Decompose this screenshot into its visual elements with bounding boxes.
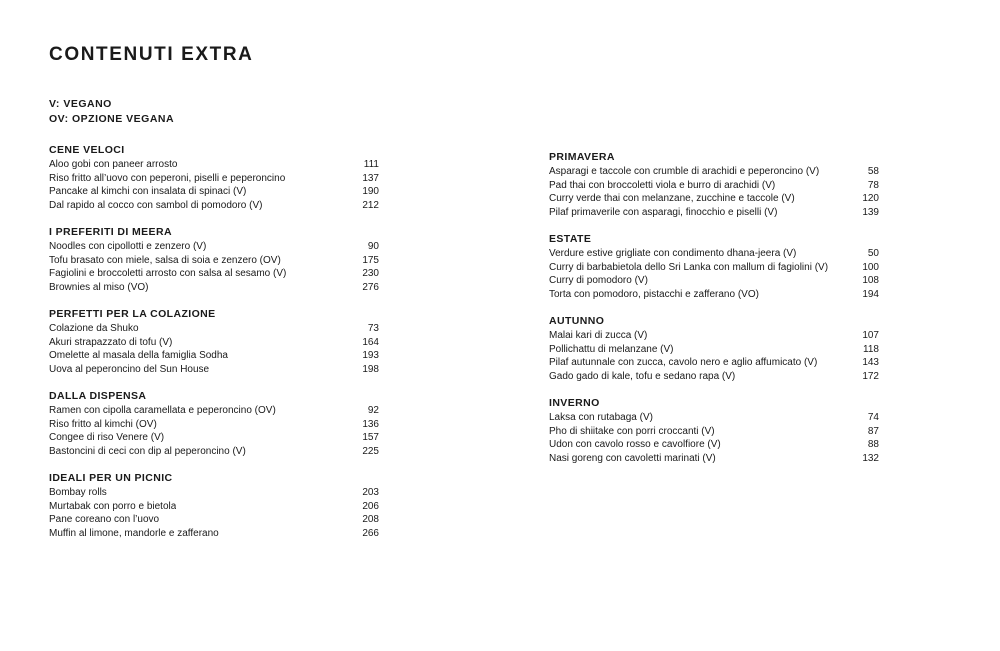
- right-column: [549, 150, 879, 478]
- recipe-name: Fagiolini e broccoletti arrosto con salsa al sesamo (V): [49, 268, 287, 279]
- page-number: 194: [862, 288, 879, 300]
- section-ideali-per-un-picnic: [49, 471, 379, 540]
- recipe-name: Congee di riso Venere (V): [49, 432, 165, 443]
- recipe-entry: [549, 411, 879, 425]
- recipe-name: Riso fritto al kimchi (OV): [49, 418, 157, 430]
- recipe-name: Ramen con cipolla caramellata e peperoncino (OV): [49, 405, 276, 416]
- recipe-entry: [49, 486, 379, 500]
- section-dalla-dispensa: [49, 389, 379, 458]
- page-number: 266: [362, 527, 379, 539]
- recipe-name: Laksa con rutabaga (V): [549, 412, 653, 423]
- recipe-entry: [49, 322, 379, 336]
- page-number: 90: [367, 241, 379, 252]
- page-number: 78: [867, 179, 879, 191]
- page-number: 120: [862, 193, 879, 204]
- legend: [49, 97, 174, 127]
- page-number: 88: [867, 439, 879, 450]
- recipe-name: Curry verde thai con melanzane, zucchine e taccole (V): [549, 193, 795, 204]
- page-number: 132: [862, 452, 879, 464]
- page-number: 203: [362, 487, 379, 498]
- recipe-entry: [549, 179, 879, 193]
- page-number: 108: [862, 275, 879, 286]
- page-number: 157: [362, 432, 379, 443]
- recipe-entry: [549, 329, 879, 343]
- recipe-name: Uova al peperoncino del Sun House: [49, 363, 210, 375]
- recipe-entry: [549, 452, 879, 466]
- page-number: 92: [367, 405, 379, 416]
- recipe-name: Udon con cavolo rosso e cavolfiore (V): [549, 439, 721, 450]
- recipe-name: Akuri strapazzato di tofu (V): [49, 336, 173, 348]
- recipe-entry: [49, 254, 379, 268]
- recipe-entry: [49, 527, 379, 541]
- recipe-name: Riso fritto all’uovo con peperoni, piselli e peperoncino: [49, 172, 286, 184]
- recipe-entry: [549, 425, 879, 439]
- recipe-entry: [49, 500, 379, 514]
- page-number: 58: [867, 166, 879, 177]
- section-estate: [549, 232, 879, 301]
- recipe-name: Verdure estive grigliate con condimento dhana-jeera (V): [549, 248, 797, 259]
- recipe-name: Murtabak con porro e bietola: [49, 500, 177, 512]
- recipe-entry: [549, 192, 879, 206]
- recipe-entry: [49, 445, 379, 459]
- page-number: 225: [362, 445, 379, 457]
- page-number: 107: [862, 330, 879, 341]
- recipe-entry: [49, 418, 379, 432]
- page-number: 190: [362, 186, 379, 197]
- recipe-name: Asparagi e taccole con crumble di arachidi e peperoncino (V): [549, 166, 820, 177]
- page-number: 175: [362, 254, 379, 266]
- recipe-name: Bastoncini di ceci con dip al peperoncino (V): [49, 445, 246, 457]
- recipe-entry: [549, 165, 879, 179]
- recipe-entry: [549, 274, 879, 288]
- recipe-name: Aloo gobi con paneer arrosto: [49, 159, 178, 170]
- legend-vegan-option: OV: OPZIONE VEGANA: [49, 113, 175, 125]
- recipe-name: Brownies al miso (VO): [49, 281, 149, 293]
- page-number: 50: [867, 248, 879, 259]
- section-title: CENE VELOCI: [49, 144, 125, 156]
- recipe-name: Pilaf primaverile con asparagi, finocchio e piselli (V): [549, 206, 778, 218]
- page-number: 164: [362, 336, 379, 348]
- recipe-name: Bombay rolls: [49, 487, 107, 498]
- legend-vegan: V: VEGANO: [49, 98, 112, 110]
- page-number: 100: [862, 261, 879, 273]
- page-number: 143: [862, 357, 879, 368]
- page-number: 198: [362, 363, 379, 375]
- page-number: 212: [362, 199, 379, 211]
- section-title: IDEALI PER UN PICNIC: [49, 472, 173, 484]
- recipe-name: Pilaf autunnale con zucca, cavolo nero e aglio affumicato (V): [549, 357, 818, 368]
- section-cene-veloci: [49, 143, 379, 212]
- section-title: ESTATE: [549, 233, 592, 245]
- recipe-name: Curry di pomodoro (V): [549, 275, 648, 286]
- recipe-name: Noodles con cipollotti e zenzero (V): [49, 241, 207, 252]
- recipe-entry: [549, 288, 879, 302]
- recipe-name: Pho di shiitake con porri croccanti (V): [549, 425, 715, 437]
- recipe-entry: [49, 281, 379, 295]
- recipe-name: Tofu brasato con miele, salsa di soia e zenzero (OV): [49, 254, 281, 266]
- section-inverno: [549, 396, 879, 465]
- page-number: 74: [867, 412, 879, 423]
- recipe-entry: [49, 431, 379, 445]
- recipe-entry: [49, 363, 379, 377]
- section-title: PERFETTI PER LA COLAZIONE: [49, 308, 216, 320]
- page-number: 206: [362, 500, 379, 512]
- page-number: 73: [367, 323, 379, 334]
- recipe-name: Torta con pomodoro, pistacchi e zafferano (VO): [549, 288, 759, 300]
- recipe-entry: [49, 513, 379, 527]
- recipe-entry: [49, 267, 379, 281]
- section-title: INVERNO: [549, 397, 600, 409]
- page-number: 208: [362, 514, 379, 525]
- page-number: 118: [863, 343, 879, 355]
- section-title: AUTUNNO: [549, 315, 605, 327]
- page-number: 193: [362, 350, 379, 361]
- section-autunno: [549, 314, 879, 383]
- recipe-entry: [549, 247, 879, 261]
- page-number: 111: [363, 159, 379, 170]
- recipe-entry: [49, 199, 379, 213]
- recipe-entry: [49, 404, 379, 418]
- recipe-name: Omelette al masala della famiglia Sodha: [49, 350, 228, 361]
- recipe-name: Colazione da Shuko: [49, 323, 139, 334]
- section-perfetti-per-la-colazione: [49, 307, 379, 376]
- page-title: CONTENUTI EXTRA: [49, 44, 254, 65]
- recipe-entry: [49, 240, 379, 254]
- section-title: I PREFERITI DI MEERA: [49, 226, 172, 238]
- recipe-name: Pad thai con broccoletti viola e burro di arachidi (V): [549, 179, 776, 191]
- section-title: PRIMAVERA: [549, 151, 615, 163]
- left-column: [49, 143, 379, 553]
- recipe-name: Pane coreano con l’uovo: [49, 514, 160, 525]
- recipe-entry: [49, 158, 379, 172]
- section-i-preferiti-di-meera: [49, 225, 379, 294]
- recipe-entry: [549, 206, 879, 220]
- recipe-name: Curry di barbabietola dello Sri Lanka con mallum di fagiolini (V): [549, 261, 829, 273]
- page-number: 137: [362, 172, 379, 184]
- recipe-name: Muffin al limone, mandorle e zafferano: [49, 527, 219, 539]
- recipe-name: Pancake al kimchi con insalata di spinaci (V): [49, 186, 247, 197]
- recipe-entry: [49, 185, 379, 199]
- recipe-entry: [49, 172, 379, 186]
- recipe-name: Gado gado di kale, tofu e sedano rapa (V): [549, 370, 736, 382]
- recipe-entry: [549, 356, 879, 370]
- page-number: 230: [362, 268, 379, 279]
- recipe-entry: [549, 343, 879, 357]
- recipe-name: Nasi goreng con cavoletti marinati (V): [549, 452, 716, 464]
- recipe-name: Malai kari di zucca (V): [549, 330, 648, 341]
- section-title: DALLA DISPENSA: [49, 390, 147, 402]
- page-number: 139: [862, 206, 879, 218]
- page-number: 276: [362, 281, 379, 293]
- recipe-entry: [549, 438, 879, 452]
- recipe-entry: [49, 336, 379, 350]
- recipe-entry: [549, 370, 879, 384]
- recipe-entry: [49, 349, 379, 363]
- page-number: 136: [362, 418, 379, 430]
- recipe-name: Pollichattu di melanzane (V): [549, 343, 674, 355]
- page-number: 87: [867, 425, 879, 437]
- section-primavera: [549, 150, 879, 219]
- page-number: 172: [862, 370, 879, 382]
- recipe-name: Dal rapido al cocco con sambol di pomodoro (V): [49, 199, 263, 211]
- recipe-entry: [549, 261, 879, 275]
